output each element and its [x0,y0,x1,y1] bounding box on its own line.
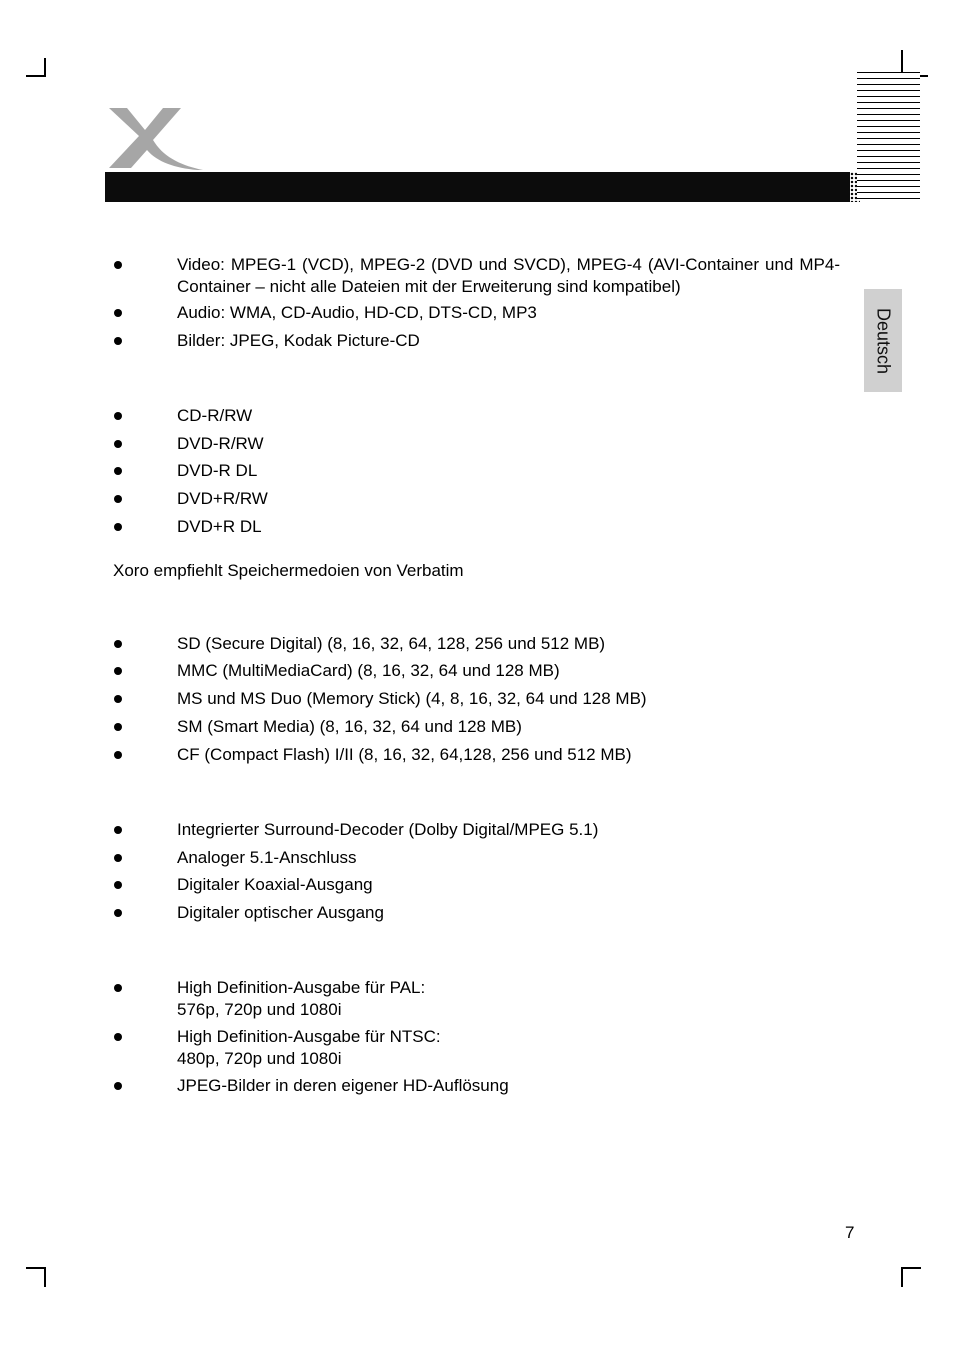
list-item-text: SD (Secure Digital) (8, 16, 32, 64, 128, 256 und 512 MB) [177,634,606,653]
bullet-icon [114,640,122,648]
crop-mark-bottom-right-v [901,1267,903,1287]
bullet-icon [114,337,122,345]
list-item-text: JPEG-Bilder in deren eigener HD-Auflösung [177,1076,509,1095]
list-item-text: DVD+R/RW [177,489,268,508]
bullet-icon [114,909,122,917]
recommendation-text: Xoro empfiehlt Speichermedoien von Verbatim [113,561,464,580]
list-item-text: Video: MPEG-1 (VCD), MPEG-2 (DVD und SVCD), MPEG-4 (AVI-Container und MP4-Container – nicht alle Dateien mit der Erweiterung sind kompatibel) [177,255,840,296]
page-number: 7 [845,1223,855,1242]
bullet-icon [114,881,122,889]
list-item-text: High Definition-Ausgabe für PAL: [177,978,426,997]
list-item-text: Bilder: JPEG, Kodak Picture-CD [177,331,420,350]
list-item-text: MS und MS Duo (Memory Stick) (4, 8, 16, 32, 64 und 128 MB) [177,689,647,708]
list-item-text: DVD+R DL [177,517,262,536]
bullet-icon [114,984,122,992]
list-item-subtext: 576p, 720p und 1080i [177,1000,342,1019]
bullet-icon [114,723,122,731]
bullet-icon [114,412,122,420]
crop-mark-bottom-left-v [44,1267,46,1287]
bullet-icon [114,667,122,675]
xoro-x-logo-icon [105,106,205,172]
list-item-text: Integrierter Surround-Decoder (Dolby Digital/MPEG 5.1) [177,820,599,839]
list-item-text: MMC (MultiMediaCard) (8, 16, 32, 64 und 128 MB) [177,661,560,680]
bullet-icon [114,854,122,862]
crop-mark-top-left [26,75,46,77]
bullet-icon [114,495,122,503]
bullet-icon [114,309,122,317]
list-item-text: DVD-R DL [177,461,258,480]
list-item [0,254,954,298]
bullet-icon [114,1082,122,1090]
list-item-text: CD-R/RW [177,406,253,425]
bullet-icon [114,261,122,269]
list-item-subtext: 480p, 720p und 1080i [177,1049,342,1068]
list-item-text: Digitaler optischer Ausgang [177,903,384,922]
bullet-icon [114,523,122,531]
language-tab-label: Deutsch [873,307,894,374]
crop-mark-bottom-left [26,1267,46,1269]
crop-mark-top-left-v [44,58,46,77]
corner-stripes [857,72,920,200]
language-tab [864,289,902,392]
list-item-text: Analoger 5.1-Anschluss [177,848,357,867]
list-item-text: Audio: WMA, CD-Audio, HD-CD, DTS-CD, MP3 [177,303,537,322]
list-item-text: SM (Smart Media) (8, 16, 32, 64 und 128 MB) [177,717,522,736]
list-item-text: High Definition-Ausgabe für NTSC: [177,1027,441,1046]
bullet-icon [114,1033,122,1041]
header-bar [105,172,850,202]
bullet-icon [114,826,122,834]
list-item-text: CF (Compact Flash) I/II (8, 16, 32, 64,128, 256 und 512 MB) [177,745,632,764]
bullet-icon [114,440,122,448]
crop-mark-bottom-right [901,1267,921,1269]
header-bar-halftone [818,172,860,202]
bullet-icon [114,695,122,703]
list-item-text: DVD-R/RW [177,434,264,453]
bullet-icon [114,751,122,759]
bullet-icon [114,467,122,475]
list-item-text: Digitaler Koaxial-Ausgang [177,875,373,894]
